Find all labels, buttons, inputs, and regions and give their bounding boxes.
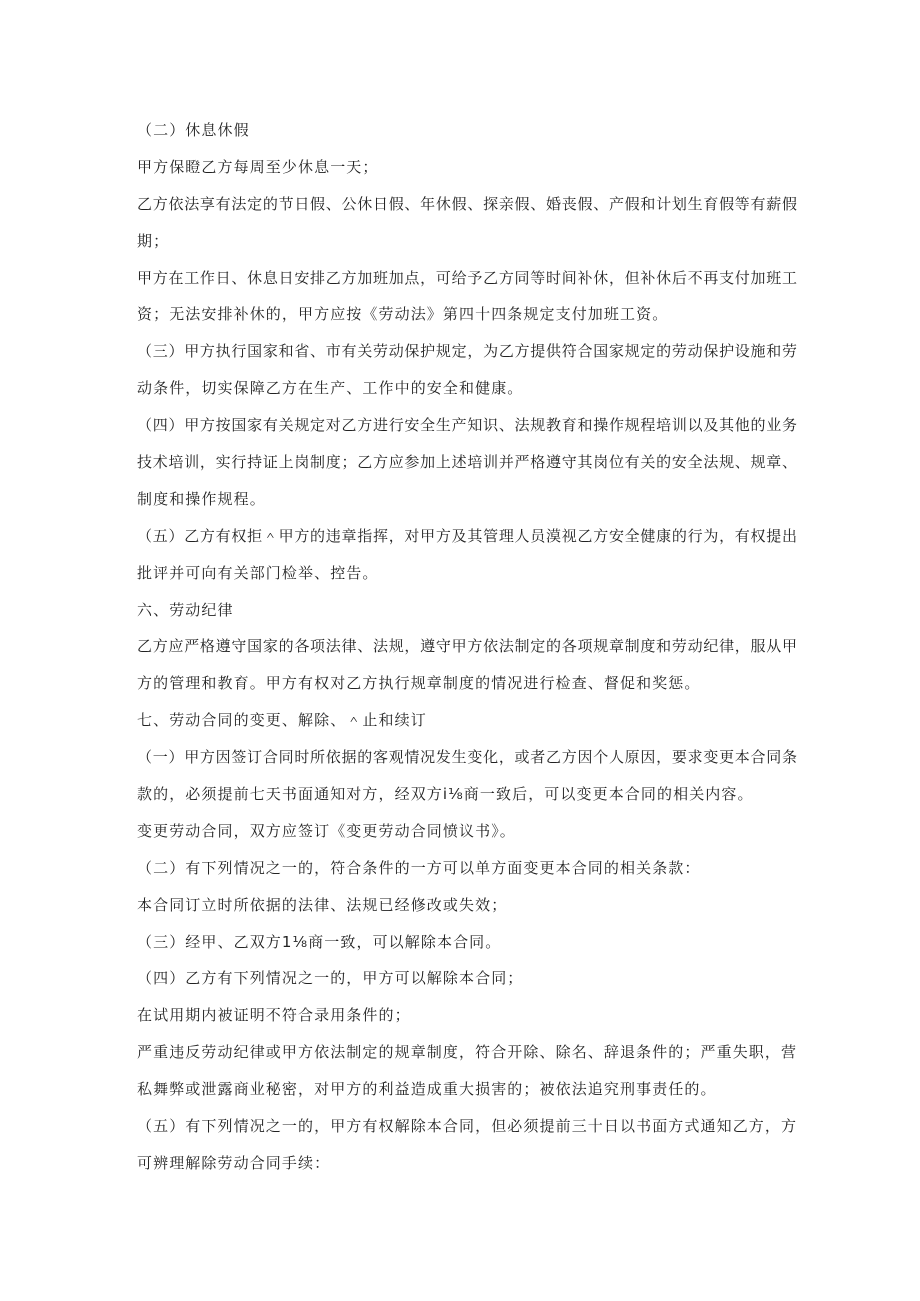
- text-line: 严重违反劳动纪律或甲方依法制定的规章制度，符合开除、除名、辞退条件的；严重失职，营: [137, 1043, 798, 1062]
- text-line: 乙方应严格遵守国家的各项法律、法规，遵守甲方依法制定的各项规章制度和劳动纪律，服从甲: [137, 637, 797, 656]
- text-line: （四）乙方有下列情况之一的，甲方可以解除本合同；: [137, 969, 524, 988]
- text-line: 甲方保瞪乙方每周至少休息一天；: [137, 157, 379, 176]
- text-line: （五）有下列情况之一的，甲方有权解除本合同，但必须提前三十日以书面方式通知乙方，方: [137, 1117, 798, 1136]
- text-line: （三）经甲、乙双方1⅛商一致，可以解除本合同。: [137, 932, 502, 951]
- text-line: （四）甲方按国家有关规定对乙方进行安全生产知识、法规教育和操作规程培训以及其他的业务: [137, 416, 797, 435]
- document-body: [137, 112, 797, 1182]
- text-line: 甲方在工作日、休息日安排乙方加班加点，可给予乙方同等时间补休，但补休后不再支付加班工: [137, 268, 797, 287]
- text-line: （二）有下列情况之一的，符合条件的一方可以单方面变更本合同的相关条款：: [137, 858, 701, 877]
- text-line: （三）甲方执行国家和省、市有关劳动保护规定，为乙方提供符合国家规定的劳动保护设施和劳: [137, 342, 797, 361]
- text-line: 动条件，切实保障乙方在生产、工作中的安全和健康。: [137, 379, 524, 398]
- text-line: 批评并可向有关部门检举、控告。: [137, 563, 379, 582]
- text-line: （一）甲方因签订合同时所依据的客观情况发生变化，或者乙方因个人原因，要求变更本合同条: [137, 748, 797, 767]
- text-line: 方的管理和教育。甲方有权对乙方执行规章制度的情况进行检查、督促和奖惩。: [137, 674, 701, 693]
- text-line: 期；: [137, 231, 170, 250]
- text-line: 资；无法安排补休的，甲方应按《劳动法》第四十四条规定支付加班工资。: [137, 305, 669, 324]
- text-line: （五）乙方有权拒＾甲方的违章指挥，对甲方及其管理人员漠视乙方安全健康的行为，有权提出: [137, 526, 797, 545]
- text-line: 款的，必须提前七天书面通知对方，经双方i⅛商一致后，可以变更本合同的相关内容。: [137, 785, 754, 804]
- text-line: 技术培训，实行持证上岗制度；乙方应参加上述培训并严格遵守其岗位有关的安全法规、规章、: [137, 453, 797, 472]
- text-line: 制度和操作规程。: [137, 489, 266, 508]
- text-line: （二）休息休假: [137, 121, 250, 139]
- text-line: 乙方依法享有法定的节日假、公休日假、年休假、探亲假、婚丧假、产假和计划生育假等有薪假: [137, 194, 797, 213]
- text-line: 私舞弊或泄露商业秘密，对甲方的利益造成重大损害的；被依法追究刑事责任的。: [137, 1080, 717, 1099]
- text-line: 在试用期内被证明不符合录用条件的；: [137, 1006, 411, 1025]
- text-line: 可辨理解除劳动合同手续：: [137, 1153, 331, 1172]
- text-line: 六、劳动纪律: [137, 600, 234, 619]
- text-line: 变更劳动合同，双方应签订《变更劳动合同愤议书》。: [137, 821, 516, 840]
- text-line: 七、劳动合同的变更、解除、＾止和续订: [137, 711, 427, 730]
- text-line: 本合同订立时所依据的法律、法规已经修改或失效；: [137, 895, 508, 914]
